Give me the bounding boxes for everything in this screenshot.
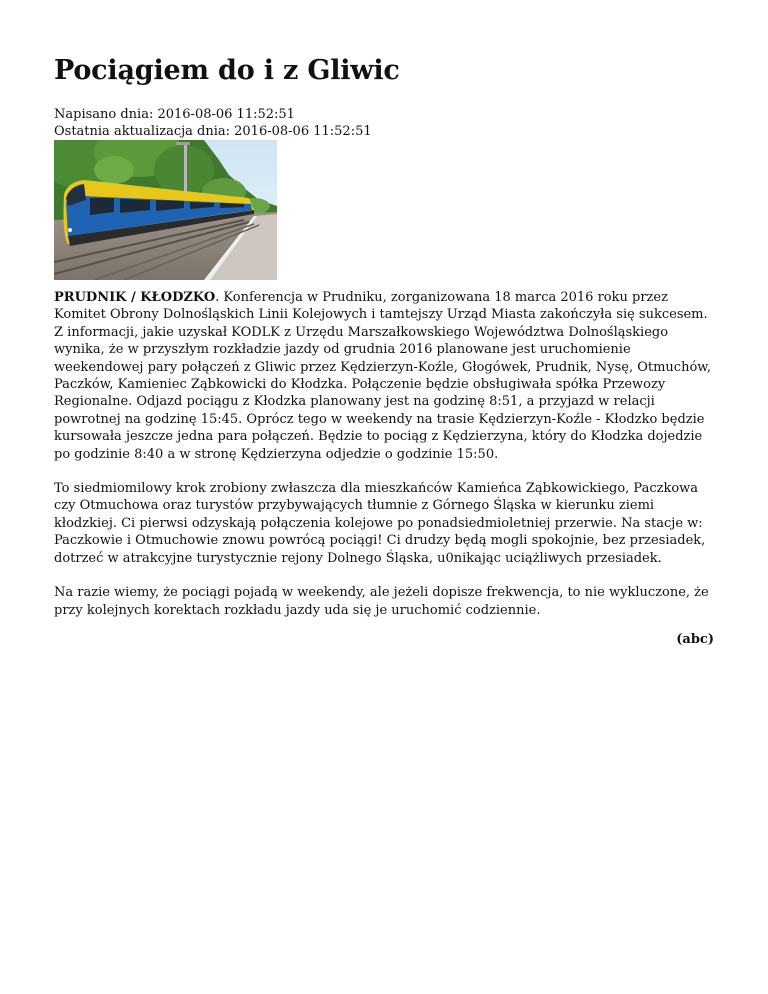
published-date: Napisano dnia: 2016-08-06 11:52:51 (54, 107, 295, 122)
updated-date: Ostatnia aktualizacja dnia: 2016-08-06 11:52:51 (54, 124, 372, 139)
article-body (54, 289, 714, 665)
paragraph-1-text: . Konferencja w Prudniku, zorganizowana 18 marca 2016 roku przez Komitet Obrony Dolnośląskich Linii Kolejowych i tamtejszy Urząd Miasta zakończyła się sukcesem. Z informacji, jakie uzyskał KODLK z Urzędu Marszałkowskiego Województwa Dolnośląskiego wynika, że w przyszłym rozkładzie jazdy od grudnia 2016 planowane jest uruchomienie weekendowej pary połączeń z Gliwic przez Kędzierzyn-Koźle, Głogówek, Prudnik, Nysę, Otmuchów, Paczków, Kamieniec Ząbkowicki do Kłodzka. Połączenie będzie obsługiwała spółka Przewozy Regionalne. Odjazd pociągu z Kłodzka planowany jest na godzinę 8:51, a przyjazd w relacji powrotnej na godzinę 15:45. Oprócz tego w weekendy na trasie Kędzierzyn-Koźle - Kłodzko będzie kursowała jeszcze jedna para połączeń. Będzie to pociąg z Kędzierzyna, który do Kłodzka dojedzie po godzinie 8:40 a w stronę Kędzierzyna odjedzie o godzinie 15:50. (54, 290, 711, 462)
paragraph-3: Na razie wiemy, że pociągi pojadą w weekendy, ale jeżeli dopisze frekwencja, to nie wykluczone, że przy kolejnych korektach rozkładu jazdy uda się je uruchomić codziennie. (54, 585, 709, 618)
paragraph-1 (54, 289, 714, 463)
lead-location: PRUDNIK / KŁODZKO (54, 290, 216, 305)
article-meta (54, 106, 372, 140)
paragraph-2: To siedmiomilowy krok zrobiony zwłaszcza dla mieszkańców Kamieńca Ząbkowickiego, Paczkowa czy Otmuchowa oraz turystów przybywających tłumnie z Górnego Śląska w kierunku ziemi kłodzkiej. Ci pierwsi odzyskają połączenia kolejowe po ponadsiedmioletniej przerwie. Na stacje w: Paczkowie i Otmuchowie znowu powrócą pociągi! Ci drudzy będą mogli spokojnie, bez przesiadek, dotrzeć w atrakcyjne turystycznie rejony Dolnego Śląska, u0nikając uciążliwych przesiadek. (54, 481, 706, 566)
author-signature: (abc) (676, 631, 714, 647)
train-photo (54, 140, 277, 280)
article-title: Pociągiem do i z Gliwic (54, 55, 400, 86)
